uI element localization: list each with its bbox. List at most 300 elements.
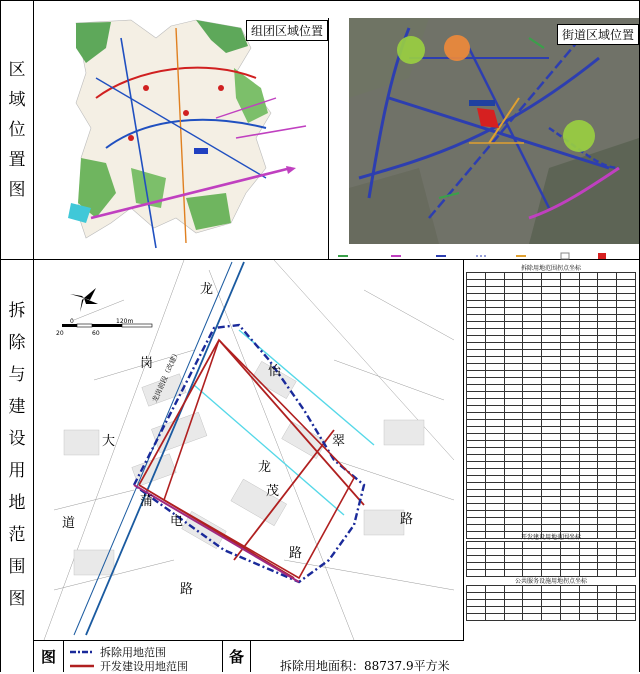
table-cell (542, 371, 561, 378)
table-cell (523, 308, 542, 315)
table-cell (617, 614, 636, 621)
scale-tick-20: 20 (56, 330, 64, 337)
table-cell (579, 392, 598, 399)
table-cell (560, 448, 579, 455)
table-cell (504, 280, 523, 287)
label-char: 除 (8, 333, 26, 353)
table-cell (598, 504, 617, 511)
table-cell (542, 600, 561, 607)
table-cell (598, 593, 617, 600)
group-location-panel (36, 18, 328, 258)
table-cell (560, 378, 579, 385)
table-cell (504, 392, 523, 399)
table-cell (523, 607, 542, 614)
table-cell (504, 455, 523, 462)
table-cell (560, 420, 579, 427)
table-cell (560, 399, 579, 406)
table-cell (467, 322, 486, 329)
table-cell (560, 600, 579, 607)
table-cell (504, 336, 523, 343)
table-cell (523, 441, 542, 448)
table-cell (598, 497, 617, 504)
table-cell (598, 434, 617, 441)
table-cell (467, 280, 486, 287)
table-cell (598, 556, 617, 563)
table-cell (617, 357, 636, 364)
table-cell (467, 593, 486, 600)
road-char: 路 (400, 512, 414, 527)
table-cell (560, 273, 579, 280)
legend-divider-2 (222, 640, 223, 672)
table-cell (485, 504, 504, 511)
table-cell (523, 406, 542, 413)
table-cell (523, 350, 542, 357)
table-cell (542, 350, 561, 357)
table-cell (542, 462, 561, 469)
table-cell (598, 329, 617, 336)
location-row-label (2, 40, 32, 220)
legend-divider-1 (63, 640, 64, 672)
table-cell (542, 343, 561, 350)
table-cell (523, 462, 542, 469)
table-cell (504, 476, 523, 483)
table-cell (523, 385, 542, 392)
table-cell (467, 469, 486, 476)
table-cell (485, 434, 504, 441)
table-cell (485, 273, 504, 280)
note-header: 备 (229, 648, 245, 666)
table-cell (485, 427, 504, 434)
table-cell (598, 455, 617, 462)
table-cell (560, 350, 579, 357)
table-cell (542, 301, 561, 308)
table-cell (523, 329, 542, 336)
table-cell (523, 483, 542, 490)
coord-table-1 (466, 263, 636, 539)
table-cell (598, 476, 617, 483)
table-cell (523, 420, 542, 427)
table-cell (560, 301, 579, 308)
label-char: 范 (8, 525, 26, 545)
label-char: 域 (8, 90, 26, 110)
street-location-map-wrap (349, 18, 639, 244)
table-cell (560, 455, 579, 462)
table-cell (467, 364, 486, 371)
table-cell (598, 420, 617, 427)
table-cell (485, 497, 504, 504)
group-location-title: 组团区域位置 (246, 20, 328, 41)
table-cell (467, 336, 486, 343)
table-cell (542, 434, 561, 441)
table-cell (579, 483, 598, 490)
table-cell (504, 322, 523, 329)
table-cell (467, 600, 486, 607)
scale-tick-0: 0 (70, 318, 74, 325)
road-char: 蒲 (140, 494, 154, 509)
table-cell (504, 614, 523, 621)
table-cell (523, 336, 542, 343)
table-cell (579, 511, 598, 518)
table-cell (617, 542, 636, 549)
coord-table-3-title: 公共服务设施用地拐点坐标 (514, 578, 587, 585)
table-cell (504, 357, 523, 364)
table-cell (617, 504, 636, 511)
table-cell (560, 518, 579, 525)
table-cell (523, 497, 542, 504)
table-cell (523, 413, 542, 420)
table-cell (485, 600, 504, 607)
table-cell (617, 441, 636, 448)
table-cell (467, 413, 486, 420)
table-cell (467, 476, 486, 483)
table-cell (504, 420, 523, 427)
table-cell (542, 607, 561, 614)
street-location-title: 街道区域位置 (557, 24, 639, 45)
table-cell (504, 343, 523, 350)
table-cell (542, 385, 561, 392)
table-cell (504, 563, 523, 570)
table-cell (523, 593, 542, 600)
table-cell (617, 280, 636, 287)
coord-table-2-title: 开发建设用地范围坐标 (520, 534, 581, 541)
table-cell (504, 600, 523, 607)
table-cell (579, 420, 598, 427)
table-cell (617, 399, 636, 406)
table-cell (598, 614, 617, 621)
table-cell (560, 315, 579, 322)
table-cell (579, 294, 598, 301)
table-cell (504, 378, 523, 385)
table-cell (579, 563, 598, 570)
table-cell (560, 336, 579, 343)
table-cell (579, 385, 598, 392)
table-cell (523, 586, 542, 593)
table-cell (560, 563, 579, 570)
table-cell (579, 308, 598, 315)
table-cell (579, 490, 598, 497)
table-cell (504, 504, 523, 511)
table-cell (523, 280, 542, 287)
table-cell (523, 469, 542, 476)
group-location-map (36, 18, 328, 258)
table-cell (542, 593, 561, 600)
develop-line-symbol (70, 663, 94, 669)
table-cell (560, 593, 579, 600)
table-cell (579, 406, 598, 413)
table-cell (617, 511, 636, 518)
table-cell (579, 329, 598, 336)
table-cell (467, 497, 486, 504)
table-cell (504, 406, 523, 413)
table-cell (542, 476, 561, 483)
scale-bar (62, 324, 152, 327)
coord-table-2 (466, 532, 636, 577)
table-cell (542, 329, 561, 336)
table-cell (617, 301, 636, 308)
street-legend-strip (336, 246, 636, 256)
table-cell (485, 549, 504, 556)
table-cell (560, 462, 579, 469)
site-map (34, 260, 463, 640)
table-cell (485, 413, 504, 420)
table-cell (598, 586, 617, 593)
table-cell (467, 392, 486, 399)
table-cell (560, 308, 579, 315)
table-cell (467, 614, 486, 621)
table-cell (598, 563, 617, 570)
table-cell (523, 392, 542, 399)
road-char: 岗 (140, 356, 154, 371)
table-cell (467, 607, 486, 614)
table-cell (485, 525, 504, 532)
table-cell (579, 371, 598, 378)
table-cell (542, 294, 561, 301)
table-cell (485, 563, 504, 570)
table-cell (579, 455, 598, 462)
label-char: 图 (8, 589, 26, 609)
table-cell (617, 455, 636, 462)
table-cell (485, 322, 504, 329)
table-cell (467, 301, 486, 308)
table-cell (579, 322, 598, 329)
table-cell (467, 563, 486, 570)
table-cell (504, 413, 523, 420)
coord-table-3 (466, 576, 636, 621)
table-cell (560, 280, 579, 287)
table-cell (579, 586, 598, 593)
table-cell (542, 542, 561, 549)
table-cell (467, 455, 486, 462)
label-char: 图 (8, 180, 26, 200)
table-cell (579, 399, 598, 406)
table-cell (467, 357, 486, 364)
table-cell (504, 497, 523, 504)
table-cell (617, 294, 636, 301)
table-cell (485, 420, 504, 427)
table-cell (485, 483, 504, 490)
table-cell (542, 378, 561, 385)
table-cell (579, 378, 598, 385)
table-cell (617, 343, 636, 350)
label-char: 置 (8, 150, 26, 170)
label-char: 围 (8, 557, 26, 577)
table-cell (617, 420, 636, 427)
table-cell (467, 518, 486, 525)
table-cell (598, 607, 617, 614)
table-cell (467, 434, 486, 441)
table-cell (542, 511, 561, 518)
table-cell (579, 343, 598, 350)
table-cell (560, 549, 579, 556)
table-cell (504, 308, 523, 315)
road-char: 大 (102, 434, 116, 449)
table-cell (579, 427, 598, 434)
table-cell (542, 504, 561, 511)
table-cell (560, 490, 579, 497)
label-char: 区 (8, 60, 26, 80)
table-cell (485, 336, 504, 343)
road-char: 茂 (266, 484, 280, 499)
table-cell (598, 413, 617, 420)
table-cell (560, 434, 579, 441)
table-cell (598, 549, 617, 556)
table-cell (579, 441, 598, 448)
table-cell (523, 399, 542, 406)
table-cell (467, 329, 486, 336)
table-cell (560, 343, 579, 350)
table-cell (560, 385, 579, 392)
table-cell (485, 490, 504, 497)
table-cell (617, 483, 636, 490)
table-cell (467, 399, 486, 406)
road-char: 龙 (200, 282, 214, 297)
table-cell (485, 448, 504, 455)
table-cell (523, 455, 542, 462)
area-text: 拆除用地面积：88737.9平方米 (280, 659, 450, 673)
table-cell (617, 413, 636, 420)
table-cell (467, 448, 486, 455)
label-char: 与 (8, 365, 26, 385)
table-cell (617, 406, 636, 413)
table-cell (617, 434, 636, 441)
table-cell (598, 490, 617, 497)
table-cell (579, 518, 598, 525)
table-cell (617, 490, 636, 497)
table-cell (467, 525, 486, 532)
table-cell (467, 343, 486, 350)
table-cell (504, 294, 523, 301)
table-cell (560, 294, 579, 301)
legend-divider-3 (250, 640, 251, 672)
coord-table-1-title: 拆除用地范围拐点坐标 (520, 265, 581, 272)
table-cell (485, 399, 504, 406)
table-cell (467, 556, 486, 563)
table-cell (485, 462, 504, 469)
table-cell (504, 593, 523, 600)
road-char: 龙 (258, 460, 272, 475)
table-cell (560, 441, 579, 448)
table-cell (560, 406, 579, 413)
table-cell (504, 399, 523, 406)
table-cell (598, 336, 617, 343)
table-cell (523, 563, 542, 570)
table-cell (598, 343, 617, 350)
table-cell (617, 462, 636, 469)
label-char: 用 (8, 461, 26, 481)
table-cell (560, 556, 579, 563)
site-road-label: 龙岗前段（改建） (150, 349, 181, 404)
table-cell (542, 497, 561, 504)
table-cell (617, 427, 636, 434)
table-cell (560, 504, 579, 511)
legend-header: 图 (41, 648, 57, 666)
site-map-wrap (34, 260, 463, 640)
table-cell (523, 434, 542, 441)
table-cell (504, 511, 523, 518)
table-cell (560, 357, 579, 364)
table-cell (523, 343, 542, 350)
table-cell (523, 556, 542, 563)
coord-table-3-grid (466, 585, 636, 621)
table-cell (467, 420, 486, 427)
table-cell (542, 308, 561, 315)
table-cell (617, 336, 636, 343)
table-cell (504, 469, 523, 476)
table-cell (485, 614, 504, 621)
table-cell (598, 392, 617, 399)
table-cell (598, 469, 617, 476)
table-cell (542, 315, 561, 322)
table-cell (467, 441, 486, 448)
table-cell (542, 273, 561, 280)
table-cell (485, 607, 504, 614)
table-cell (617, 378, 636, 385)
scope-row-label (2, 295, 32, 615)
table-cell (504, 556, 523, 563)
table-cell (504, 329, 523, 336)
table-cell (598, 448, 617, 455)
table-cell (467, 385, 486, 392)
table-cell (598, 518, 617, 525)
demolish-line-symbol (70, 649, 94, 655)
table-cell (598, 273, 617, 280)
table-cell (485, 476, 504, 483)
table-cell (579, 593, 598, 600)
table-cell (504, 371, 523, 378)
table-cell (523, 600, 542, 607)
table-cell (560, 287, 579, 294)
table-cell (504, 427, 523, 434)
table-cell (598, 315, 617, 322)
table-cell (579, 549, 598, 556)
table-cell (560, 542, 579, 549)
road-char: 路 (180, 582, 194, 597)
coord-table-2-grid (466, 541, 636, 577)
table-cell (467, 406, 486, 413)
coord-table-1-grid (466, 272, 636, 539)
table-cell (467, 350, 486, 357)
table-cell (617, 476, 636, 483)
road-char: 电 (170, 514, 184, 529)
table-cell (467, 371, 486, 378)
table-cell (523, 448, 542, 455)
table-cell (598, 441, 617, 448)
table-cell (617, 549, 636, 556)
label-char: 拆 (8, 301, 26, 321)
table-cell (617, 607, 636, 614)
table-cell (523, 511, 542, 518)
table-cell (598, 511, 617, 518)
table-cell (598, 371, 617, 378)
table-cell (542, 392, 561, 399)
table-cell (617, 392, 636, 399)
table-cell (617, 371, 636, 378)
table-cell (485, 392, 504, 399)
table-cell (579, 280, 598, 287)
table-cell (542, 420, 561, 427)
table-cell (485, 315, 504, 322)
table-cell (485, 287, 504, 294)
table-cell (598, 427, 617, 434)
table-cell (504, 586, 523, 593)
table-cell (523, 371, 542, 378)
table-cell (560, 483, 579, 490)
table-cell (504, 549, 523, 556)
table-cell (579, 469, 598, 476)
table-cell (523, 549, 542, 556)
table-cell (523, 287, 542, 294)
table-cell (467, 287, 486, 294)
